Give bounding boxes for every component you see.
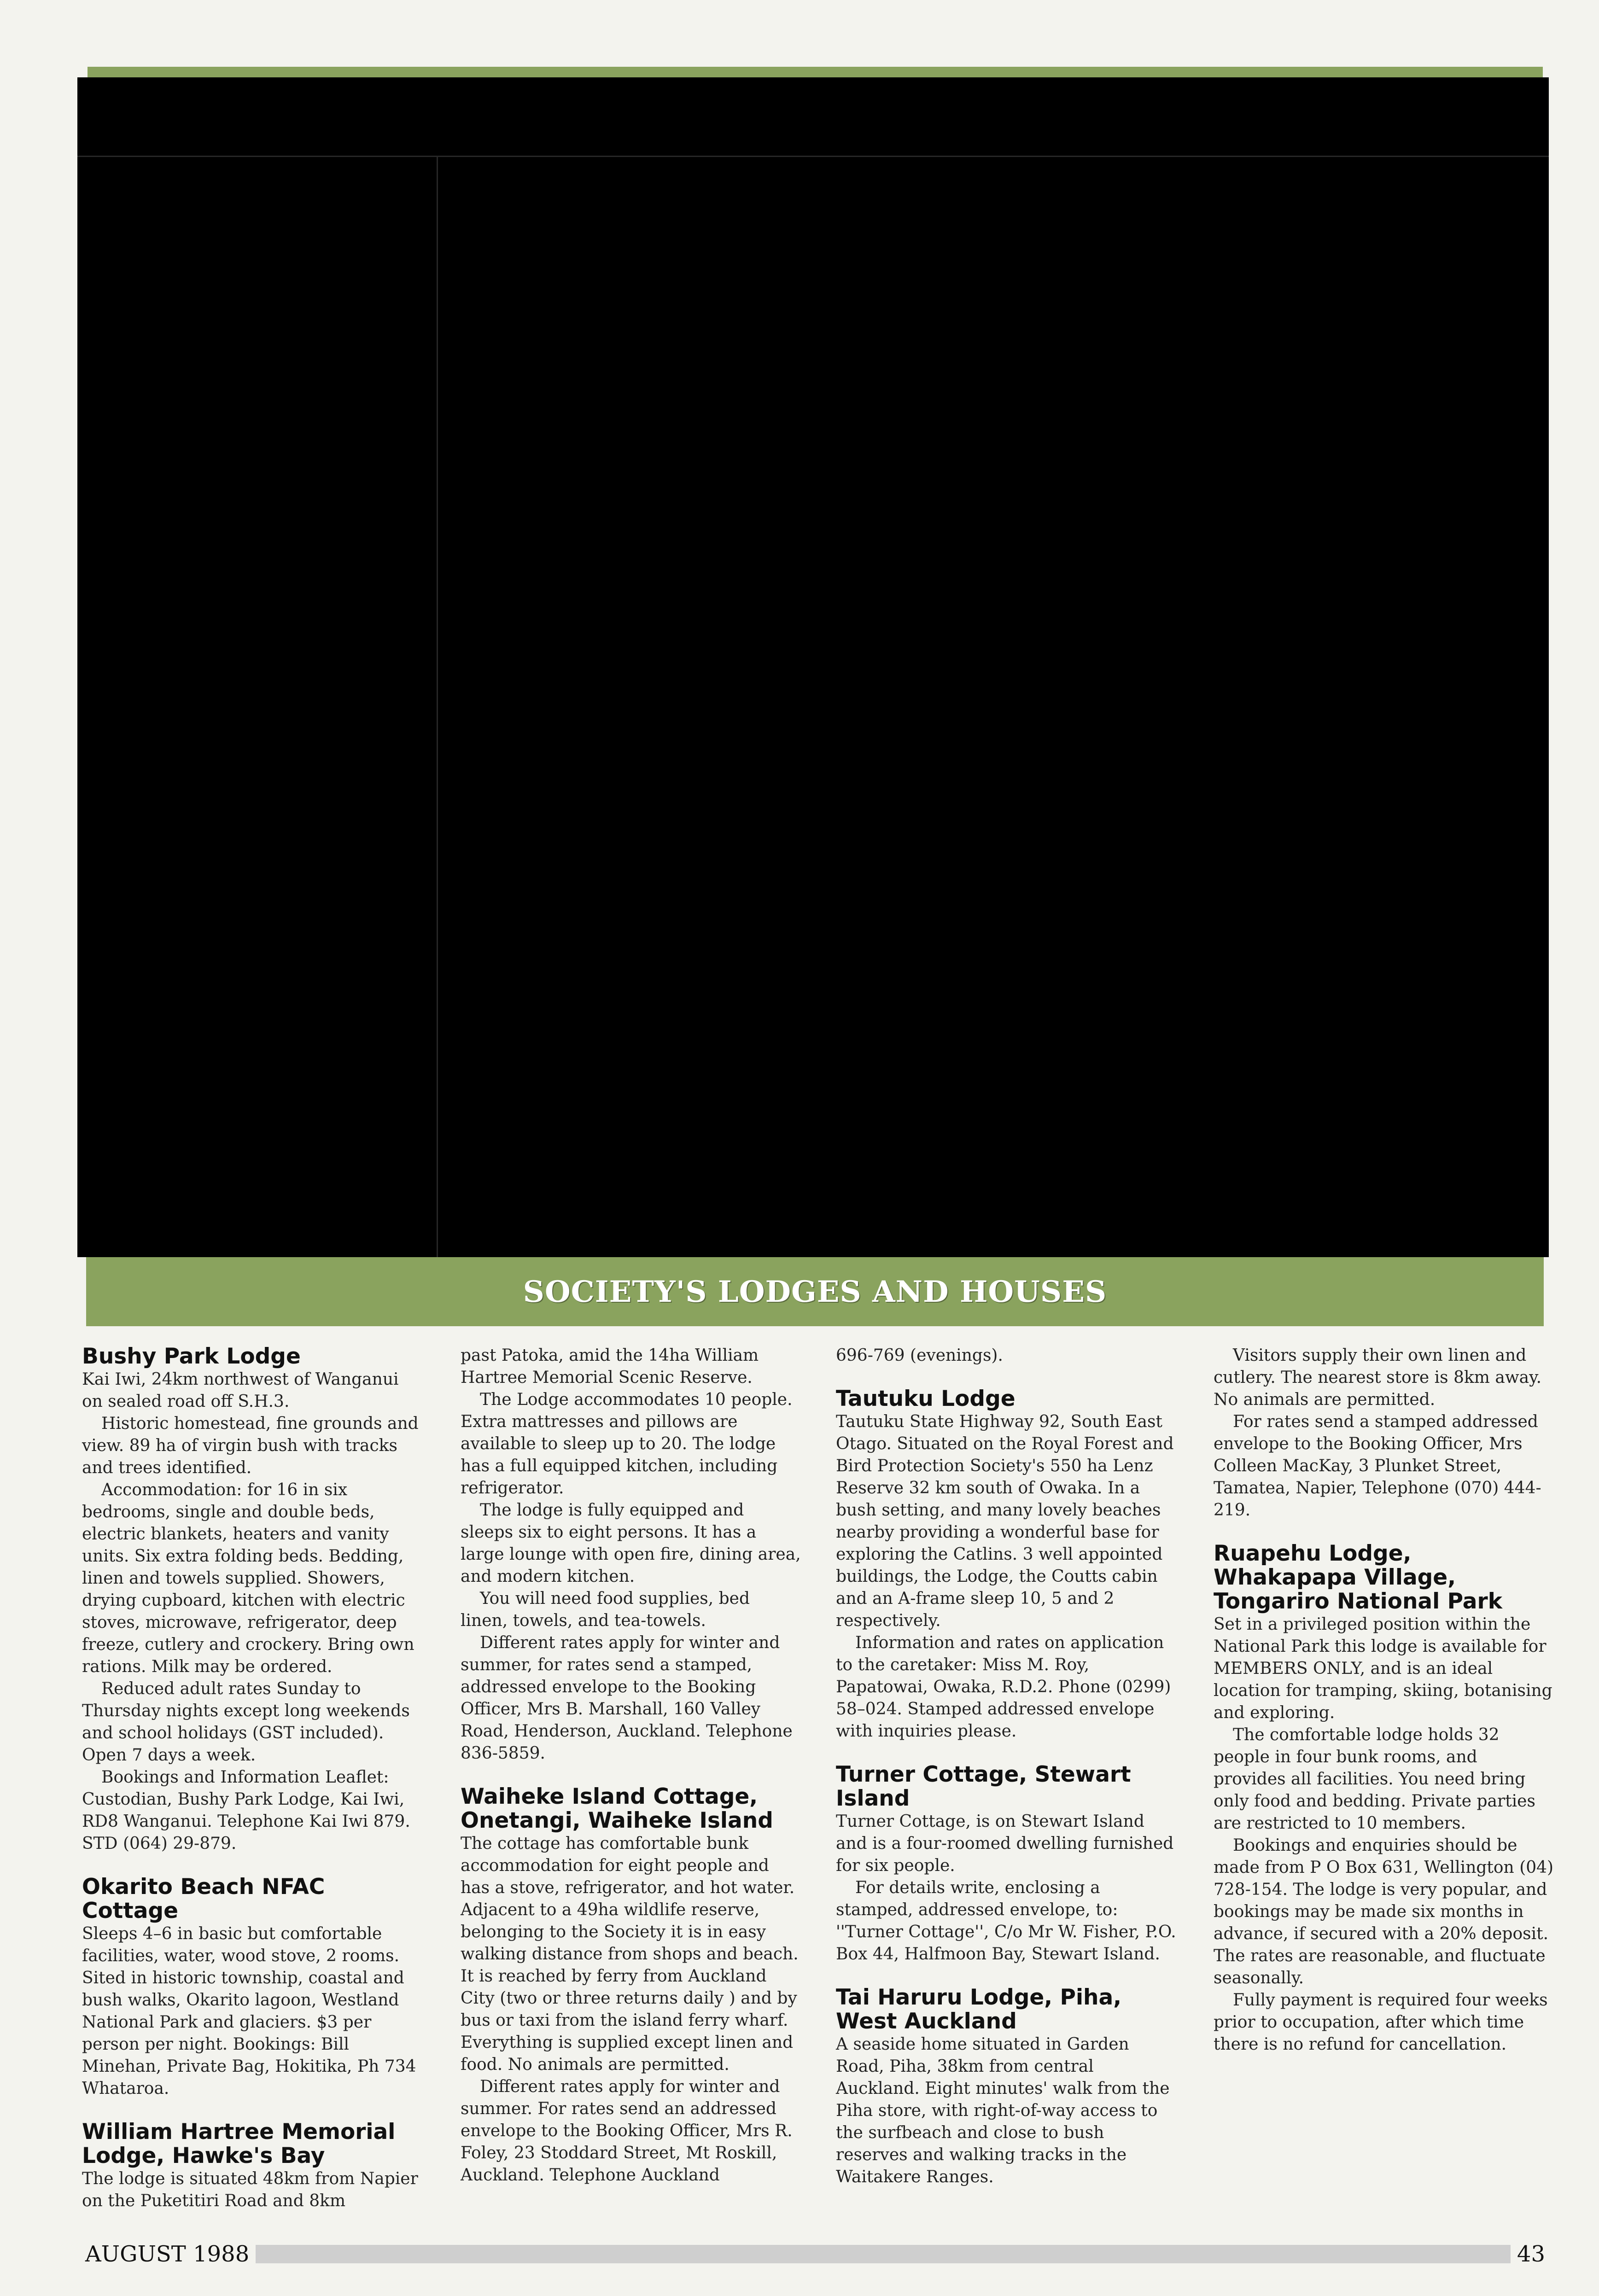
- paragraph: Fully payment is required four weeks prior to occupation, after which time there is no refund for cancellation.: [1214, 1991, 1548, 2054]
- paragraph: The cottage has comfortable bunk accommodation for eight people and has a stove, refrigerator, and hot water. Adjacent to a 49ha wildlife reserve, belonging to the Society it is in easy walking distance from shops and beach. It is reached by ferry from Auckland City (two or three returns daily ) and by bus or taxi from the island ferry wharf. Everything is supplied except linen and food. No animals are permitted.: [461, 1834, 799, 2074]
- paragraph: Sleeps 4–6 in basic but comfortable facilities, water, wood stove, 2 rooms. Sited in historic township, coastal and bush walks, Okarito lagoon, Westland National Park and glaciers. $3 per person per night. Bookings: Bill Minehan, Private Bag, Hokitika, Ph 734 Whataroa.: [82, 1924, 416, 2098]
- paragraph: The lodge is situated 48km from Napier on the Puketitiri Road and 8km: [82, 2169, 418, 2210]
- photo-area: [77, 77, 1549, 1257]
- paragraph: past Patoka, amid the 14ha William Hartree Memorial Scenic Reserve.: [461, 1346, 759, 1387]
- text-column-2: [461, 1345, 801, 2186]
- paragraph: Information and rates on application to the caretaker: Miss M. Roy, Papatowai, Owaka, R.D.2. Phone (0299) 58–024. Stamped addressed envelope with inquiries please.: [836, 1633, 1171, 1741]
- paragraph: The comfortable lodge holds 32 people in four bunk rooms, and provides all facilities. You need bring only food and bedding. Private parties are restricted to 10 members.: [1214, 1725, 1535, 1833]
- paragraph: Tautuku State Highway 92, South East Otago. Situated on the Royal Forest and Bird Protection Society's 550 ha Lenz Reserve 32 km south of Owaka. In a bush setting, and many lovely beaches nearby providing a wonderful base for exploring the Catlins. 3 well appointed buildings, the Lodge, the Coutts cabin and an A-frame sleep 10, 5 and 2 respectively.: [836, 1412, 1174, 1630]
- lodge-heading: Tautuku Lodge: [836, 1386, 1015, 1411]
- paragraph: 696-769 (evenings).: [836, 1346, 1003, 1365]
- text-column-1: [82, 1345, 423, 2212]
- paragraph: Different rates apply for winter and summer. For rates send an addressed envelope to the Booking Officer, Mrs R. Foley, 23 Stoddard Street, Mt Roskill, Auckland. Telephone Auckland: [461, 2077, 793, 2185]
- paragraph: A seaside home situated in Garden Road, Piha, 38km from central Auckland. Eight minutes' walk from the Piha store, with right-of-way access to the surfbeach and close to bush reserves and walking tracks in the Waitakere Ranges.: [836, 2035, 1170, 2186]
- paragraph: Turner Cottage, is on Stewart Island and is a four-roomed dwelling furnished for six people.: [836, 1812, 1174, 1875]
- paragraph: Bookings and enquiries should be made from P O Box 631, Wellington (04) 728-154. The lodge is very popular, and bookings may be made six months in advance, if secured with a 20% deposit. The rates are reasonable, and fluctuate seasonally.: [1214, 1836, 1554, 1987]
- text-column-3: [836, 1345, 1177, 2188]
- lodge-heading: Bushy Park Lodge: [82, 1344, 301, 1369]
- paragraph: Different rates apply for winter and summer, for rates send a stamped, addressed envelope to the Booking Officer, Mrs B. Marshall, 160 Valley Road, Henderson, Auckland. Telephone 836-5859.: [461, 1633, 793, 1763]
- page-footer: [85, 2240, 1545, 2268]
- paragraph: Reduced adult rates Sunday to Thursday nights except long weekends and school holidays (GST included). Open 7 days a week.: [82, 1679, 410, 1765]
- photo-divider-horizontal: [77, 156, 1549, 157]
- lodge-heading: Okarito Beach NFAC Cottage: [82, 1874, 325, 1923]
- paragraph: Visitors supply their own linen and cutlery. The nearest store is 8km away. No animals are permitted.: [1214, 1346, 1542, 1409]
- lodge-heading: William Hartree Memorial Lodge, Hawke's Bay: [82, 2119, 396, 2168]
- paragraph: Kai Iwi, 24km northwest of Wanganui on sealed road off S.H.3.: [82, 1370, 399, 1411]
- paragraph: Set in a privileged position within the National Park this lodge is available for MEMBERS ONLY, and is an ideal location for tramping, skiing, botanising and exploring.: [1214, 1615, 1552, 1722]
- paragraph: You will need food supplies, bed linen, towels, and tea-towels.: [461, 1589, 750, 1630]
- paragraph: Bookings and Information Leaflet: Custodian, Bushy Park Lodge, Kai Iwi, RD8 Wanganui. Telephone Kai Iwi 879. STD (064) 29-879.: [82, 1768, 410, 1853]
- footer-rule: [256, 2245, 1511, 2263]
- section-banner: [86, 1257, 1544, 1326]
- paragraph: For details write, enclosing a stamped, addressed envelope, to: ''Turner Cottage'', C/o Mr W. Fisher, P.O. Box 44, Halfmoon Bay, Stewart Island.: [836, 1878, 1176, 1964]
- paragraph: The lodge is fully equipped and sleeps six to eight persons. It has a large lounge with open fire, dining area, and modern kitchen.: [461, 1501, 801, 1586]
- photo-divider-vertical: [437, 157, 438, 1257]
- paragraph: Accommodation: for 16 in six bedrooms, single and double beds, electric blankets, heaters and vanity units. Six extra folding beds. Bedding, linen and towels supplied. Showers, drying cupboard, kitchen with electric stoves, microwave, refrigerator, deep freeze, cutlery and crockery. Bring own rations. Milk may be ordered.: [82, 1480, 414, 1676]
- lodge-heading: Waiheke Island Cottage, Onetangi, Waiheke Island: [461, 1784, 773, 1833]
- lodge-heading: Tai Haruru Lodge, Piha, West Auckland: [836, 1985, 1122, 2034]
- text-column-4: [1214, 1345, 1554, 2056]
- paragraph: The Lodge accommodates 10 people. Extra mattresses and pillows are available to sleep up to 20. The lodge has a full equipped kitchen, including refrigerator.: [461, 1390, 793, 1498]
- lodge-heading: Ruapehu Lodge, Whakapapa Village, Tongariro National Park: [1214, 1541, 1502, 1614]
- paragraph: Historic homestead, fine grounds and view. 89 ha of virgin bush with tracks and trees identified.: [82, 1414, 419, 1477]
- issue-date: AUGUST 1988: [85, 2241, 250, 2267]
- paragraph: For rates send a stamped addressed envelope to the Booking Officer, Mrs Colleen MacKay, 3 Plunket Street, Tamatea, Napier, Telephone (070) 444-219.: [1214, 1412, 1541, 1520]
- lodge-heading: Turner Cottage, Stewart Island: [836, 1762, 1131, 1811]
- page-number: 43: [1517, 2241, 1545, 2267]
- banner-title: SOCIETY'S LODGES AND HOUSES: [523, 1274, 1107, 1309]
